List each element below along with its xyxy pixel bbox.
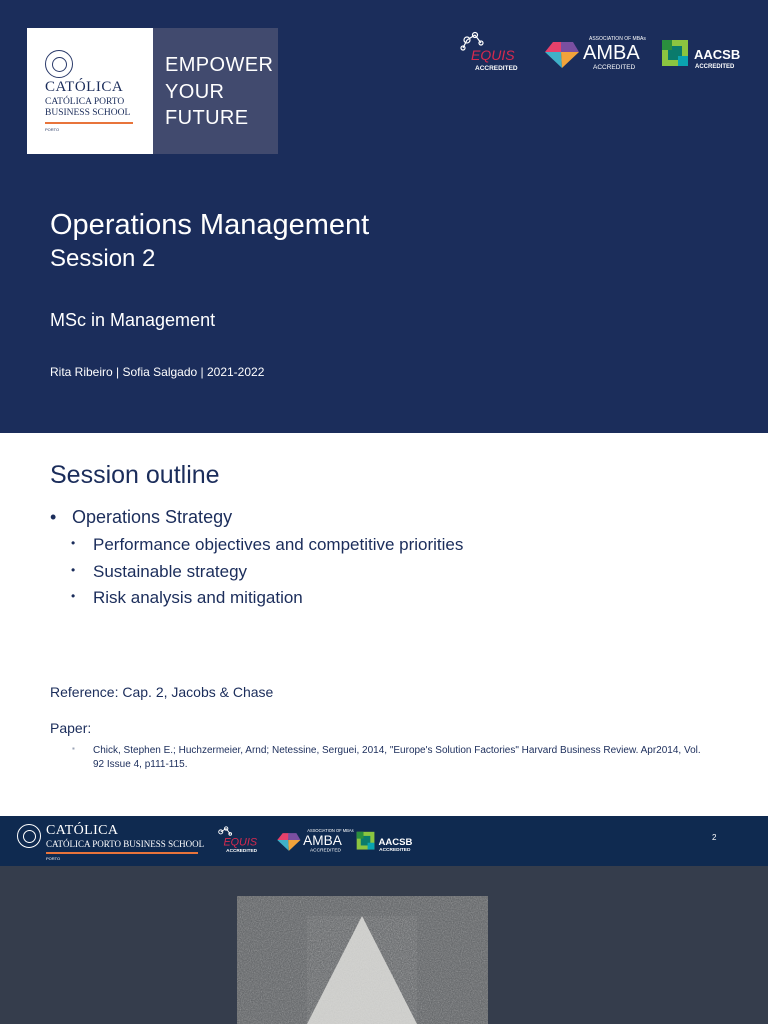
page-number: 2 [712,833,717,842]
tagline [153,28,278,154]
university-seal-icon [45,50,73,78]
footer-seal-icon [17,824,41,848]
sub-bullet: • Risk analysis and mitigation [50,588,463,615]
logo-orange-line [45,122,133,124]
footer-city-text: PORTO [46,856,61,861]
logo-school-text: CATÓLICA PORTO BUSINESS SCHOOL [45,97,131,118]
footer-amba-association-text: ASSOCIATION OF MBAs [307,827,354,833]
road-arrow-photo [237,896,488,1024]
amba-diamond-icon [545,42,579,68]
program-name: MSc in Management [50,310,216,330]
title-slide [0,0,768,433]
amba-accredited-text: ACCREDITED [593,64,636,71]
amba-accreditation-logo [543,30,646,74]
footer-equis-text: EQUIS [223,836,258,849]
footer-amba-text: AMBA [303,832,342,848]
logo-city-text: PORTO [45,127,60,132]
logo-white-panel [27,28,153,154]
footer-catolica-text: CATÓLICA [46,823,119,838]
footer-amba-logo [274,825,354,855]
slide-title: Session outline [50,461,220,489]
footer-amba-accredited-text: ACCREDITED [310,848,341,854]
equis-globe-icon [219,827,232,835]
authors-line: Rita Ribeiro | Sofia Salgado | 2021-2022 [50,365,265,379]
catolica-logo [27,28,278,154]
equis-accreditation-logo [457,30,531,74]
amba-diamond-icon [277,833,300,851]
outline-slide [0,433,768,866]
sub-bullet: • Sustainable strategy [50,562,463,589]
aacsb-square-icon [662,40,688,66]
amba-association-text: ASSOCIATION OF MBAs [589,36,646,42]
footer-aacsb-accredited-text: ACCREDITED [379,847,411,853]
footer-orange-line [46,852,198,854]
tagline-line-3: FUTURE [165,107,249,129]
tagline-line-2: YOUR [165,80,225,103]
paper-citation: Chick, Stephen E.; Huchzermeier, Arnd; Netessine, Serguei, 2014, "Europe's Solution Factories" Harvard Business Review. Apr2014, Vol. 92 Issue 4, p111-115. [93,745,701,770]
road-arrow-image [237,896,488,1024]
footer-equis-logo [214,825,264,855]
aacsb-accreditation-logo [660,30,750,74]
footer-aacsb-text: AACSB [378,836,413,848]
course-title: Operations Management [50,209,370,241]
bullet-operations-strategy: • Operations Strategy [50,507,463,535]
logo-catolica-text: CATÓLICA [45,79,124,95]
aacsb-square-icon [357,832,375,850]
image-slide [0,866,768,1024]
footer-aacsb-logo [355,825,417,855]
sub-bullet: • Performance objectives and competitive priorities [50,535,463,562]
slide-footer [0,816,768,866]
footer-school-text: CATÓLICA PORTO BUSINESS SCHOOL [46,839,205,849]
paper-bullet-icon: ▪ [72,744,75,753]
amba-text: AMBA [583,42,640,64]
tagline-line-1: EMPOWER [165,54,274,76]
footer-equis-accredited-text: ACCREDITED [226,849,258,855]
session-subtitle: Session 2 [50,245,156,272]
equis-text: EQUIS [471,47,515,63]
equis-accredited-text: ACCREDITED [475,65,518,72]
outline-bullets [50,507,463,615]
paper-label: Paper: [50,720,92,736]
reference-text: Reference: Cap. 2, Jacobs & Chase [50,684,274,700]
aacsb-accredited-text: ACCREDITED [695,64,735,70]
aacsb-text: AACSB [694,47,741,62]
